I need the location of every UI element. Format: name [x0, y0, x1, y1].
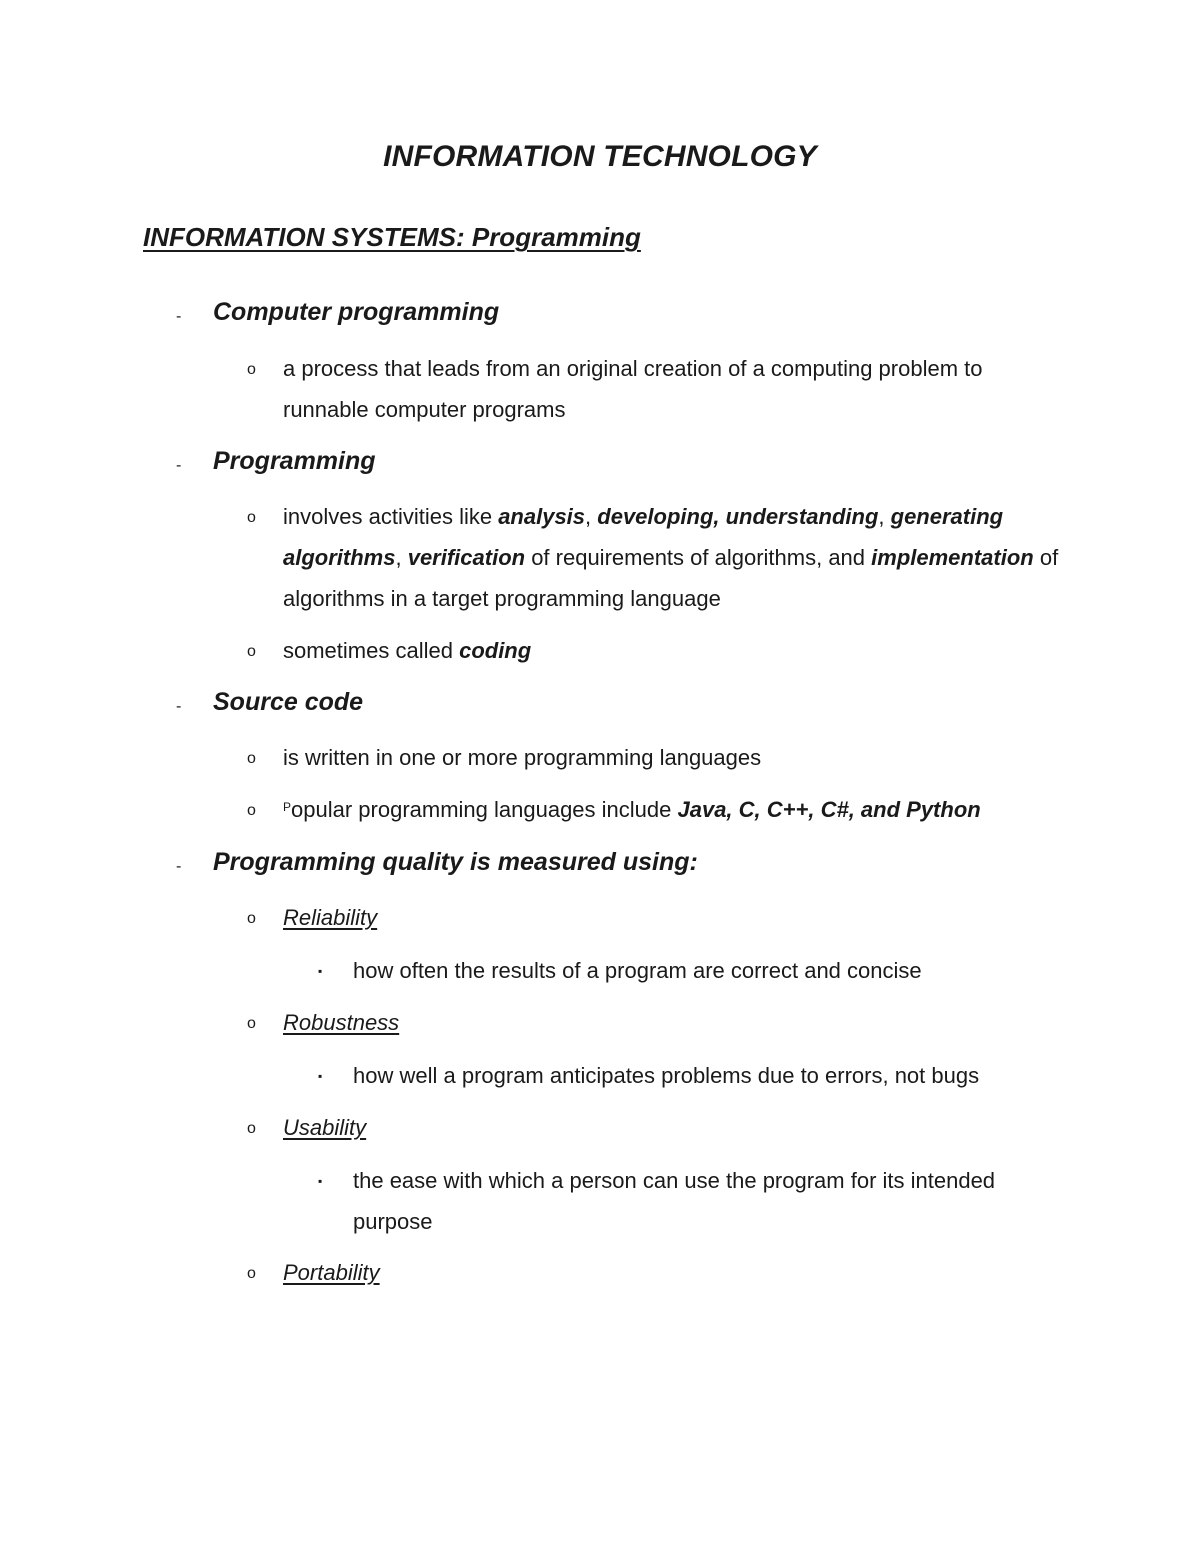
section-heading: Programming quality is measured using: — [213, 848, 698, 876]
circle-bullet: o — [247, 1015, 256, 1032]
circle-bullet: o — [247, 802, 256, 819]
quality-label: Reliability — [283, 905, 378, 930]
text-run: , — [585, 504, 598, 529]
circle-bullet: o — [247, 750, 256, 767]
section-heading: Source code — [213, 688, 364, 716]
square-bullet: ▪ — [318, 1174, 323, 1188]
superscript-letter: P — [283, 800, 292, 814]
emphasis-term: developing, understanding — [597, 504, 879, 529]
circle-bullet: o — [247, 643, 256, 660]
text-run: sometimes called — [283, 638, 460, 663]
text-run: of requirements of algorithms, and — [525, 545, 872, 570]
text-run: of algorithms in a target programming language — [283, 545, 1059, 611]
emphasis-term: generating algorithms — [283, 504, 1004, 570]
circle-bullet: o — [247, 1120, 256, 1137]
document-title: INFORMATION TECHNOLOGY — [383, 140, 817, 173]
list-item-text — [283, 789, 1073, 830]
dash-bullet: - — [176, 858, 182, 875]
dash-bullet: - — [176, 698, 182, 715]
emphasis-term: Java, C, C++, C#, and Python — [677, 797, 981, 822]
list-item-text: a process that leads from an original creation of a computing problem to runnable computer programs — [283, 356, 983, 422]
section-heading: Programming — [213, 447, 376, 475]
list-item-text: is written in one or more programming languages — [283, 745, 762, 770]
dash-bullet: - — [176, 457, 182, 474]
quality-label: Portability — [283, 1260, 380, 1285]
text-run: involves activities like — [283, 504, 499, 529]
quality-label: Robustness — [283, 1010, 400, 1035]
circle-bullet: o — [247, 361, 256, 378]
text-run: , — [878, 504, 891, 529]
emphasis-term: implementation — [871, 545, 1034, 570]
sub-list-item-text: the ease with which a person can use the program for its intended purpose — [353, 1168, 996, 1234]
text-run: , — [395, 545, 408, 570]
circle-bullet: o — [247, 910, 256, 927]
text-run: opular programming languages include — [291, 797, 678, 822]
dash-bullet: - — [176, 308, 182, 325]
list-item-text — [283, 496, 1073, 619]
document-subtitle: INFORMATION SYSTEMS: Programming — [143, 222, 641, 252]
square-bullet: ▪ — [318, 1069, 323, 1083]
circle-bullet: o — [247, 509, 256, 526]
square-bullet: ▪ — [318, 964, 323, 978]
section-heading: Computer programming — [213, 298, 500, 326]
emphasis-term: analysis — [498, 504, 586, 529]
circle-bullet: o — [247, 1265, 256, 1282]
quality-label: Usability — [283, 1115, 367, 1140]
sub-list-item-text: how well a program anticipates problems due to errors, not bugs — [353, 1063, 980, 1088]
emphasis-term: verification — [407, 545, 526, 570]
emphasis-term: coding — [459, 638, 532, 663]
list-item-text — [283, 630, 1073, 671]
sub-list-item-text: how often the results of a program are correct and concise — [353, 958, 922, 983]
